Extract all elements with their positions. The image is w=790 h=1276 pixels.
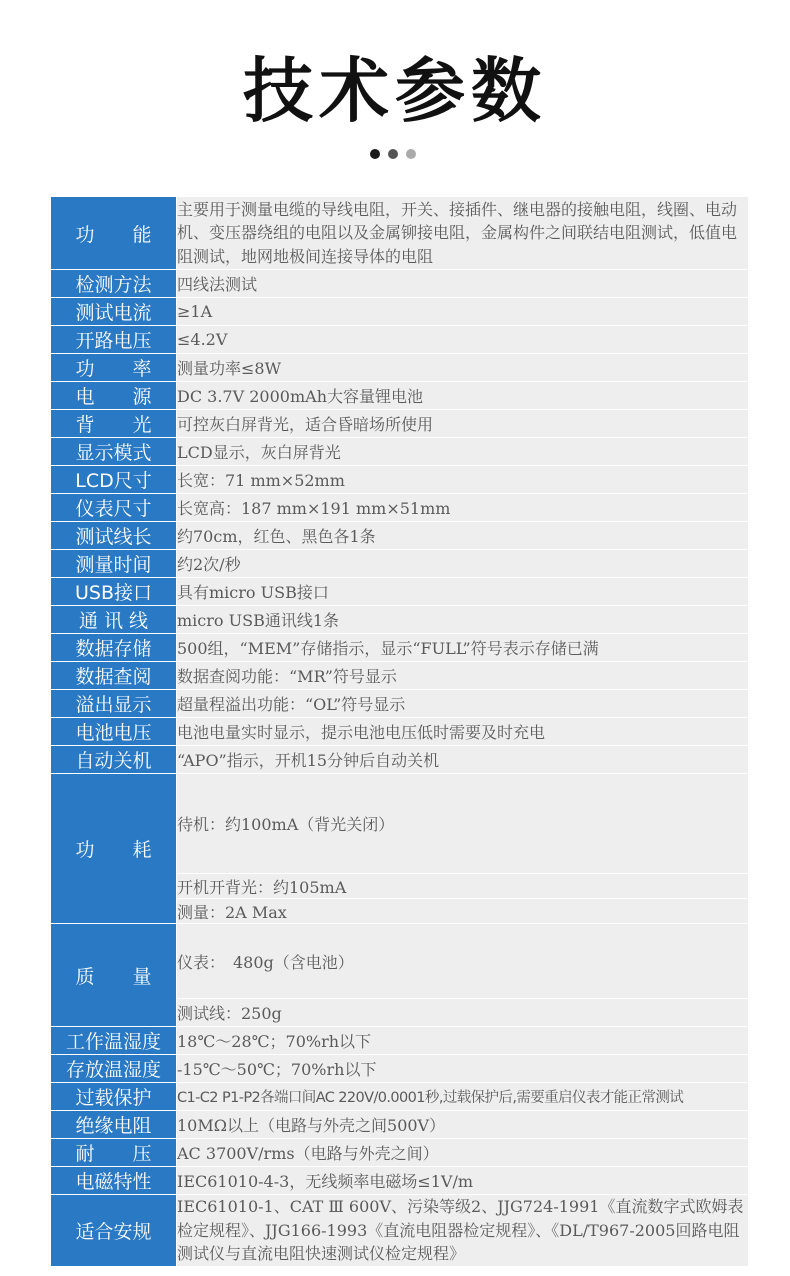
spec-key: 测试电流	[51, 298, 177, 326]
spec-value: 长宽高：187 mm×191 mm×51mm	[177, 494, 749, 522]
spec-value: IEC61010-1、CAT Ⅲ 600V、污染等级2、JJG724-1991《直流数字式欧姆表检定规程》、JJG166-1993《直流电阻器检定规程》、《DL/T967-2005回路电阻测试仪与直流电阻快速测试仪检定规程》	[177, 1195, 749, 1267]
spec-row	[51, 298, 749, 326]
spec-key: 溢出显示	[51, 690, 177, 718]
spec-value: ≥1A	[177, 298, 749, 326]
page-title: 技术参数	[243, 50, 547, 132]
spec-row-weight	[51, 924, 749, 999]
spec-row	[51, 1027, 749, 1055]
spec-value: 主要用于测量电缆的导线电阻，开关、接插件、继电器的接触电阻，线圈、电动机、变压器绕组的电阻以及金属铆接电阻，金属构件之间联结电阻测试，低值电阻测试，地网地极间连接导体的电阻	[177, 197, 749, 270]
spec-key: 电磁特性	[51, 1167, 177, 1195]
spec-value: “APO”指示，开机15分钟后自动关机	[177, 746, 749, 774]
spec-row	[51, 354, 749, 382]
power-measure: 测量：2A Max	[177, 899, 749, 924]
carousel-dots	[370, 149, 416, 161]
spec-key: LCD尺寸	[51, 466, 177, 494]
spec-value: 测量功率≤8W	[177, 354, 749, 382]
spec-key: 仪表尺寸	[51, 494, 177, 522]
spec-value: -15℃～50℃；70%rh以下	[177, 1055, 749, 1083]
spec-key: 数据查阅	[51, 662, 177, 690]
spec-value: 约2次/秒	[177, 550, 749, 578]
spec-value: C1-C2 P1-P2各端口间AC 220V/0.0001秒,过载保护后,需要重启仪表才能正常测试	[177, 1083, 749, 1111]
spec-value: 长宽：71 mm×52mm	[177, 466, 749, 494]
spec-row	[51, 1167, 749, 1195]
spec-value: 约70cm，红色、黑色各1条	[177, 522, 749, 550]
weight-leads: 测试线：250g	[177, 999, 749, 1027]
spec-row-function	[51, 197, 749, 270]
spec-key: 测量时间	[51, 550, 177, 578]
spec-value: 可控灰白屏背光，适合昏暗场所使用	[177, 410, 749, 438]
spec-row	[51, 1139, 749, 1167]
spec-row	[51, 522, 749, 550]
spec-row	[51, 1083, 749, 1111]
spec-value: 10MΩ以上（电路与外壳之间500V）	[177, 1111, 749, 1139]
spec-row	[51, 718, 749, 746]
spec-row	[51, 662, 749, 690]
spec-value: DC 3.7V 2000mAh大容量锂电池	[177, 382, 749, 410]
spec-row	[51, 466, 749, 494]
spec-key: 自动关机	[51, 746, 177, 774]
spec-key: 数据存储	[51, 634, 177, 662]
spec-row	[51, 690, 749, 718]
spec-key: 过载保护	[51, 1083, 177, 1111]
spec-row	[51, 746, 749, 774]
dot-2	[388, 149, 398, 159]
spec-row	[51, 634, 749, 662]
spec-value: AC 3700V/rms（电路与外壳之间）	[177, 1139, 749, 1167]
spec-row	[51, 438, 749, 466]
spec-row	[51, 550, 749, 578]
spec-key: 电池电压	[51, 718, 177, 746]
spec-key: 显示模式	[51, 438, 177, 466]
spec-key: 测试线长	[51, 522, 177, 550]
spec-table	[50, 196, 749, 1267]
spec-row	[51, 1055, 749, 1083]
power-backlight: 开机开背光：约105mA	[177, 874, 749, 899]
spec-key: 功 能	[51, 197, 177, 270]
spec-key: 功 率	[51, 354, 177, 382]
spec-row	[51, 494, 749, 522]
spec-row	[51, 578, 749, 606]
spec-row	[51, 382, 749, 410]
spec-value: ≤4.2V	[177, 326, 749, 354]
spec-key: 背 光	[51, 410, 177, 438]
dot-1	[370, 149, 380, 159]
spec-value: 500组，“MEM”存储指示，显示“FULL”符号表示存储已满	[177, 634, 749, 662]
spec-value: LCD显示，灰白屏背光	[177, 438, 749, 466]
spec-key-weight: 质 量	[51, 924, 177, 1027]
spec-key: 检测方法	[51, 270, 177, 298]
spec-row	[51, 326, 749, 354]
weight-meter: 仪表： 480g（含电池）	[177, 924, 749, 999]
spec-key-power: 功 耗	[51, 774, 177, 924]
spec-key: 工作温湿度	[51, 1027, 177, 1055]
spec-row	[51, 1111, 749, 1139]
spec-key: 绝缘电阻	[51, 1111, 177, 1139]
spec-key: 存放温湿度	[51, 1055, 177, 1083]
spec-row	[51, 606, 749, 634]
spec-value: 四线法测试	[177, 270, 749, 298]
spec-value: 超量程溢出功能：“OL”符号显示	[177, 690, 749, 718]
spec-row	[51, 270, 749, 298]
spec-row	[51, 410, 749, 438]
spec-row-power	[51, 774, 749, 874]
spec-value: 电池电量实时显示，提示电池电压低时需要及时充电	[177, 718, 749, 746]
power-standby: 待机：约100mA（背光关闭）	[177, 774, 749, 874]
spec-key: 耐 压	[51, 1139, 177, 1167]
dot-3	[406, 149, 416, 159]
spec-key: 通 讯 线	[51, 606, 177, 634]
spec-row-compliance	[51, 1195, 749, 1267]
spec-key: 电 源	[51, 382, 177, 410]
spec-value: 具有micro USB接口	[177, 578, 749, 606]
spec-key: 适合安规	[51, 1195, 177, 1267]
spec-value: micro USB通讯线1条	[177, 606, 749, 634]
spec-key: USB接口	[51, 578, 177, 606]
spec-value: 18℃～28℃；70%rh以下	[177, 1027, 749, 1055]
spec-value: IEC61010-4-3，无线频率电磁场≤1V/m	[177, 1167, 749, 1195]
spec-key: 开路电压	[51, 326, 177, 354]
spec-value: 数据查阅功能：“MR”符号显示	[177, 662, 749, 690]
